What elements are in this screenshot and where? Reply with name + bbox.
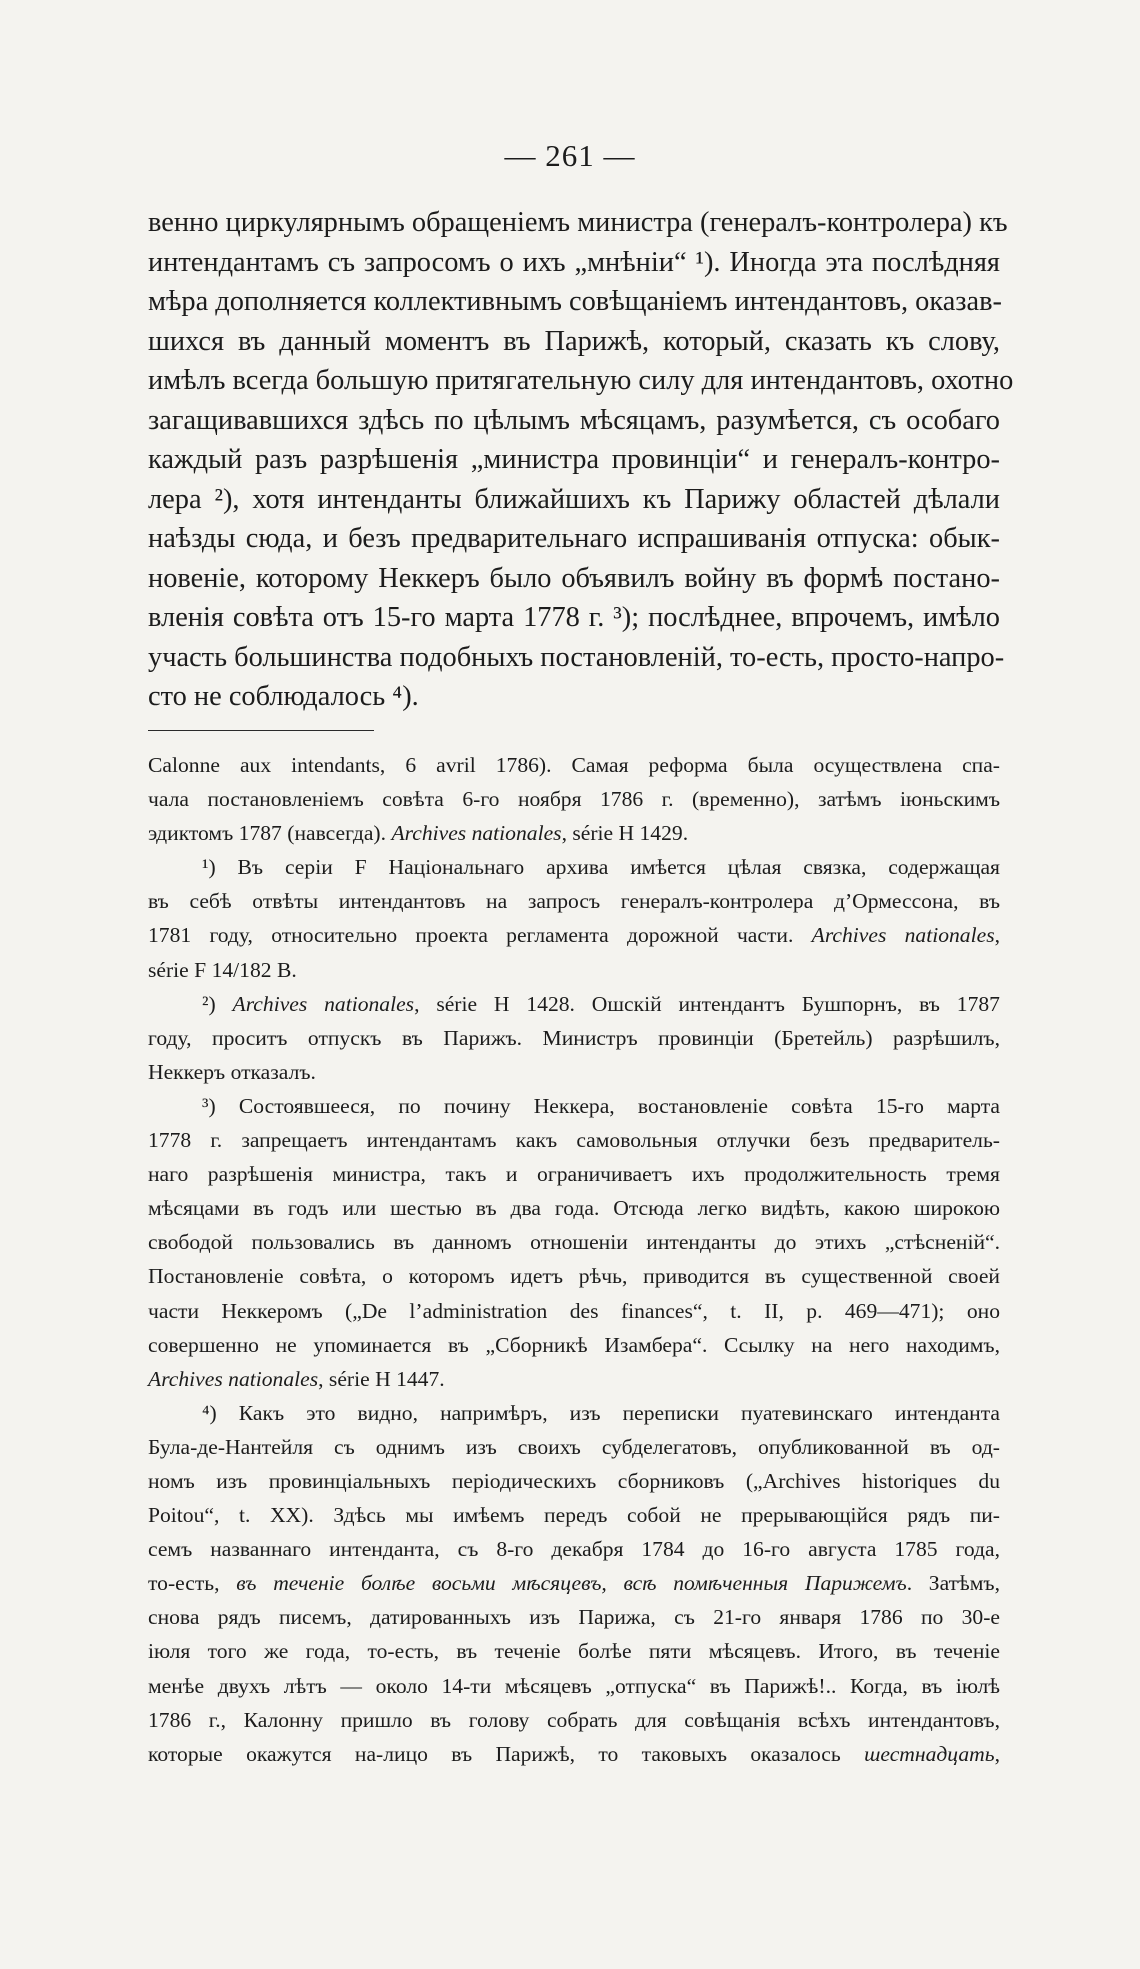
text-segment: ,	[994, 1741, 1000, 1766]
text-segment: чала постановленіемъ совѣта 6-го ноября 1786 г. (временно), затѣмъ іюньскимъ	[148, 787, 1000, 812]
footnote-line	[148, 1225, 1000, 1259]
footnote-line	[148, 1294, 1000, 1328]
text-segment: которые окажутся на-лицо въ Парижѣ, то таковыхъ оказалось	[148, 1741, 865, 1766]
text-segment: ¹) Въ серіи F Національнаго архива имѣется цѣлая связка, содержащая	[202, 855, 1000, 880]
footnote-line	[148, 1703, 1000, 1737]
footnote-line	[148, 816, 1000, 850]
body-line: сто не соблюдалось ⁴).	[148, 681, 419, 712]
footnote-line	[148, 1191, 1000, 1225]
text-segment: . Затѣмъ,	[906, 1571, 1000, 1596]
text-segment: Poitou“, t. XX). Здѣсь мы имѣемъ передъ собой не прерывающійся рядъ пи-	[148, 1503, 1000, 1528]
body-line: участь большинства подобныхъ постановленій, то-есть, просто-напро-	[148, 641, 1005, 673]
text-segment: ²)	[202, 991, 233, 1016]
body-line: лера ²), хотя интенданты ближайшихъ къ Парижу областей дѣлали	[148, 483, 1000, 515]
footnote-line	[148, 748, 1000, 782]
text-segment: мѣсяцами въ годъ или шестью въ два года. Отсюда легко видѣть, какою широкою	[148, 1196, 1000, 1221]
footnotes-block	[148, 748, 1000, 1771]
italic-citation: Archives nationales	[391, 821, 562, 846]
text-segment: то-есть,	[148, 1571, 237, 1596]
text-segment: семъ названнаго интенданта, съ 8-го декабря 1784 до 16-го августа 1785 года,	[148, 1537, 1000, 1562]
body-line: шихся въ данный моментъ въ Парижѣ, который, сказать къ слову,	[148, 325, 1000, 357]
text-segment: , série H 1429.	[561, 821, 689, 846]
footnote-line	[148, 1737, 1000, 1771]
text-segment: номъ изъ провинціальныхъ періодическихъ сборниковъ („Archives historiques du	[148, 1468, 1000, 1493]
text-segment: совершенно не упоминается въ „Сборникѣ Изамбера“. Ссылку на него находимъ,	[148, 1332, 1000, 1357]
italic-citation: Archives nationales	[232, 991, 415, 1016]
body-line: мѣра дополняется коллективнымъ совѣщаніемъ интендантовъ, оказав-	[148, 286, 1002, 317]
text-segment: 1786 г., Калонну пришло въ голову собрать для совѣщанія всѣхъ интендантовъ,	[148, 1707, 1000, 1732]
footnote-line	[148, 1396, 1000, 1430]
footnote-line	[148, 1464, 1000, 1498]
footnote-line	[148, 1123, 1000, 1157]
body-line: интендантамъ съ запросомъ о ихъ „мнѣніи“ ¹). Иногда эта послѣдняя	[148, 246, 1000, 278]
footnote-line	[148, 1634, 1000, 1668]
text-segment: году, проситъ отпускъ въ Парижъ. Министръ провинціи (Бретейль) разрѣшилъ,	[148, 1025, 1000, 1050]
body-line: вленія совѣта отъ 15-го марта 1778 г. ³); послѣднее, впрочемъ, имѣло	[148, 602, 1000, 633]
footnote-line	[148, 1157, 1000, 1191]
footnote-3	[148, 1089, 1000, 1396]
text-segment: наго разрѣшенія министра, такъ и ограничиваетъ ихъ продолжительность тремя	[148, 1162, 1000, 1187]
text-segment: снова рядъ писемъ, датированныхъ изъ Парижа, съ 21-го января 1786 по 30-е	[148, 1605, 1000, 1630]
text-segment: série F 14/182 B.	[148, 957, 297, 982]
text-segment: части Неккеромъ („De l’administration des finances“, t. II, p. 469—471); оно	[148, 1298, 1000, 1323]
footnote-line	[148, 850, 1000, 884]
text-segment: свободой пользовались въ данномъ отношеніи интенданты до этихъ „стѣсненій“.	[148, 1230, 1000, 1255]
text-segment: ,	[994, 923, 1000, 948]
text-segment: Неккеръ отказалъ.	[148, 1059, 316, 1084]
footnote-separator-rule	[148, 730, 374, 731]
body-line: имѣлъ всегда большую притягательную силу для интендантовъ, охотно	[148, 365, 1014, 396]
text-segment: іюля того же года, то-есть, въ теченіе болѣе пяти мѣсяцевъ. Итого, въ теченіе	[148, 1639, 1000, 1664]
text-segment: Calonne aux intendants, 6 avril 1786). Самая реформа была осуществлена спа-	[148, 753, 1000, 777]
text-segment: ⁴) Какъ это видно, напримѣръ, изъ переписки пуатевинскаго интенданта	[202, 1400, 1000, 1425]
footnote-continuation	[148, 748, 1000, 850]
footnote-2	[148, 987, 1000, 1089]
footnote-line	[148, 953, 1000, 987]
main-text-block	[148, 203, 1014, 717]
italic-citation: въ теченіе болѣе восьми мѣсяцевъ, всѣ помѣченныя Парижемъ	[236, 1571, 907, 1596]
footnote-line	[148, 987, 1000, 1021]
page-number: — 261 —	[504, 138, 636, 173]
text-segment: менѣе двухъ лѣтъ — около 14-ти мѣсяцевъ „отпуска“ въ Парижѣ!.. Когда, въ іюлѣ	[148, 1673, 1000, 1698]
body-line: наѣзды сюда, и безъ предварительнаго испрашиванія отпуска: обык-	[148, 523, 1000, 554]
footnote-1	[148, 850, 1000, 986]
footnote-line	[148, 1669, 1000, 1703]
text-segment: Була-де-Нантейля съ однимъ изъ своихъ субделегатовъ, опубликованной въ од-	[148, 1434, 1000, 1459]
text-segment: Постановленіе совѣта, о которомъ идетъ рѣчь, приводится въ существенной своей	[148, 1264, 1000, 1289]
italic-citation: Archives nationales	[811, 923, 995, 948]
footnote-line	[148, 1600, 1000, 1634]
body-line: новеніе, которому Неккеръ было объявилъ войну въ формѣ постано-	[148, 562, 1000, 594]
text-segment: , série H 1447.	[318, 1366, 445, 1391]
text-segment: ³) Состоявшееся, по почину Неккера, востановленіе совѣта 15-го марта	[202, 1093, 1000, 1118]
italic-citation: Archives nationales	[148, 1366, 319, 1391]
footnote-4	[148, 1396, 1000, 1771]
footnote-line	[148, 1362, 1000, 1396]
footnote-line	[148, 1498, 1000, 1532]
footnote-line	[148, 1021, 1000, 1055]
footnote-line	[148, 1259, 1000, 1293]
text-segment: 1781 году, относительно проекта регламента дорожной части.	[148, 923, 812, 948]
text-segment: , série H 1428. Ошскій интендантъ Бушпорнъ, въ 1787	[414, 991, 1000, 1016]
body-line: загащивавшихся здѣсь по цѣлымъ мѣсяцамъ, разумѣется, съ особаго	[148, 404, 1000, 436]
text-segment: 1778 г. запрещаетъ интендантамъ какъ самовольныя отлучки безъ предваритель-	[148, 1128, 1000, 1153]
footnote-line	[148, 1532, 1000, 1566]
text-segment: эдиктомъ 1787 (навсегда).	[148, 821, 392, 846]
footnote-line	[148, 1055, 1000, 1089]
footnote-line	[148, 1566, 1000, 1600]
footnote-line	[148, 918, 1000, 952]
footnote-line	[148, 1430, 1000, 1464]
footnote-line	[148, 1089, 1000, 1123]
italic-citation: шестнадцать	[864, 1741, 995, 1766]
footnote-line	[148, 1328, 1000, 1362]
footnote-line	[148, 782, 1000, 816]
text-segment: въ себѣ отвѣты интендантовъ на запросъ генералъ-контролера д’Ормессона, въ	[148, 889, 1000, 914]
body-line: венно циркулярнымъ обращеніемъ министра (генералъ-контролера) къ	[148, 207, 1008, 238]
body-line: каждый разъ разрѣшенія „министра провинціи“ и генералъ-контро-	[148, 444, 1000, 475]
footnote-line	[148, 884, 1000, 918]
